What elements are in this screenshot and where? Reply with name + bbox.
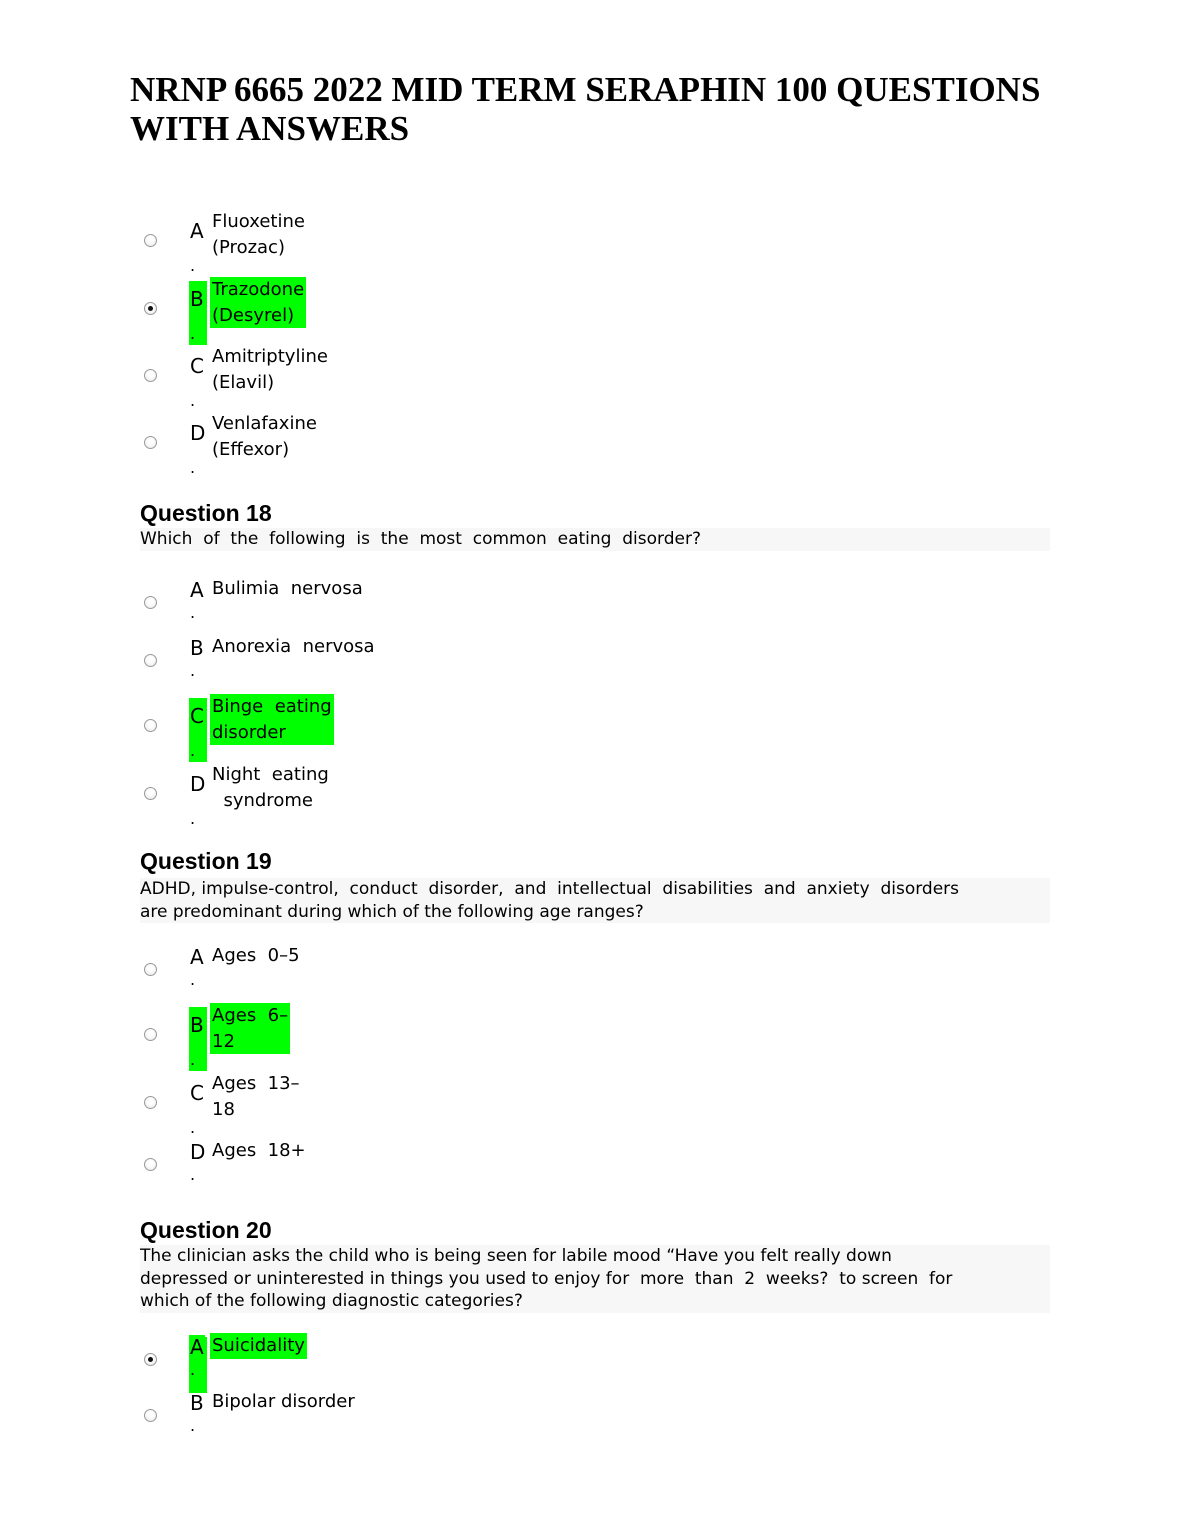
option-letter: A — [190, 945, 204, 969]
option-dot: . — [190, 1118, 196, 1137]
question-20-heading: Question 20 — [140, 1217, 272, 1243]
option-b[interactable] — [0, 1391, 1190, 1451]
document-title: NRNP 6665 2022 MID TERM SERAPHIN 100 QUESTIONS WITH ANSWERS — [130, 70, 1041, 148]
option-letter: A — [190, 1335, 204, 1359]
option-letter: C — [190, 1081, 204, 1105]
option-letter: D — [190, 421, 206, 445]
option-text: Bipolar disorder — [212, 1391, 355, 1412]
radio-button[interactable] — [144, 1409, 157, 1422]
option-dot: . — [190, 324, 196, 343]
radio-button[interactable] — [144, 1353, 157, 1366]
option-text: Ages 0–5 — [212, 945, 300, 966]
radio-button[interactable] — [144, 1096, 157, 1109]
radio-button[interactable] — [144, 596, 157, 609]
option-text: Suicidality — [210, 1333, 307, 1359]
radio-button[interactable] — [144, 1028, 157, 1041]
option-text: Ages 6– 12 — [210, 1003, 290, 1054]
option-letter: A — [190, 219, 204, 243]
option-a[interactable] — [0, 211, 1190, 275]
question-18-heading: Question 18 — [140, 500, 272, 526]
option-c[interactable] — [0, 1073, 1190, 1137]
option-a[interactable] — [0, 945, 1190, 1005]
option-dot: . — [190, 741, 196, 760]
option-d[interactable] — [0, 764, 1190, 828]
option-dot: . — [190, 458, 196, 477]
radio-button[interactable] — [144, 719, 157, 732]
radio-button[interactable] — [144, 787, 157, 800]
radio-button[interactable] — [144, 654, 157, 667]
option-c[interactable] — [0, 696, 1190, 760]
option-text: Night eating syndrome — [212, 764, 329, 811]
radio-button[interactable] — [144, 963, 157, 976]
option-text: Fluoxetine (Prozac) — [212, 211, 305, 258]
question-19-heading: Question 19 — [140, 848, 272, 874]
option-dot: . — [190, 603, 196, 622]
option-letter: A — [190, 578, 204, 602]
option-dot: . — [190, 661, 196, 680]
option-c[interactable] — [0, 346, 1190, 410]
option-letter: C — [190, 354, 204, 378]
option-letter: B — [190, 636, 204, 660]
option-letter: D — [190, 1140, 206, 1164]
option-dot: . — [190, 391, 196, 410]
option-b[interactable] — [0, 636, 1190, 696]
option-letter: C — [190, 704, 204, 728]
option-b[interactable] — [0, 279, 1190, 343]
option-dot: . — [190, 1050, 196, 1069]
option-text: Bulimia nervosa — [212, 578, 363, 599]
option-text: Binge eating disorder — [210, 694, 334, 745]
option-letter: D — [190, 772, 206, 796]
radio-button[interactable] — [144, 302, 157, 315]
option-letter: B — [190, 1391, 204, 1415]
radio-button[interactable] — [144, 1158, 157, 1171]
option-d[interactable] — [0, 413, 1190, 477]
radio-button[interactable] — [144, 234, 157, 247]
option-dot: . — [190, 809, 196, 828]
radio-button[interactable] — [144, 436, 157, 449]
option-dot: . — [190, 970, 196, 989]
option-a[interactable] — [0, 1335, 1190, 1395]
option-dot: . — [190, 1416, 196, 1435]
option-letter: B — [190, 1013, 204, 1037]
option-dot: . — [190, 256, 196, 275]
option-text: Venlafaxine (Effexor) — [212, 413, 317, 460]
option-dot: . — [190, 1165, 196, 1184]
option-letter: B — [190, 287, 204, 311]
question-20-text: The clinician asks the child who is being seen for labile mood “Have you felt really down depressed or uninterested in things you used to enjoy for more than 2 weeks? to screen for which of the following diagnostic categories? — [140, 1245, 1050, 1313]
option-text: Ages 13– 18 — [212, 1073, 300, 1120]
option-text: Trazodone (Desyrel) — [210, 277, 306, 328]
question-18-text: Which of the following is the most common eating disorder? — [140, 528, 1050, 551]
option-text: Anorexia nervosa — [212, 636, 375, 657]
option-d[interactable] — [0, 1140, 1190, 1200]
option-a[interactable] — [0, 578, 1190, 638]
question-19-text: ADHD, impulse-control, conduct disorder, and intellectual disabilities and anxiety disorders are predominant during which of the following age ranges? — [140, 878, 1050, 923]
option-text: Ages 18+ — [212, 1140, 306, 1161]
option-dot: . — [190, 1360, 196, 1379]
option-text: Amitriptyline (Elavil) — [212, 346, 328, 393]
option-b[interactable] — [0, 1005, 1190, 1069]
radio-button[interactable] — [144, 369, 157, 382]
